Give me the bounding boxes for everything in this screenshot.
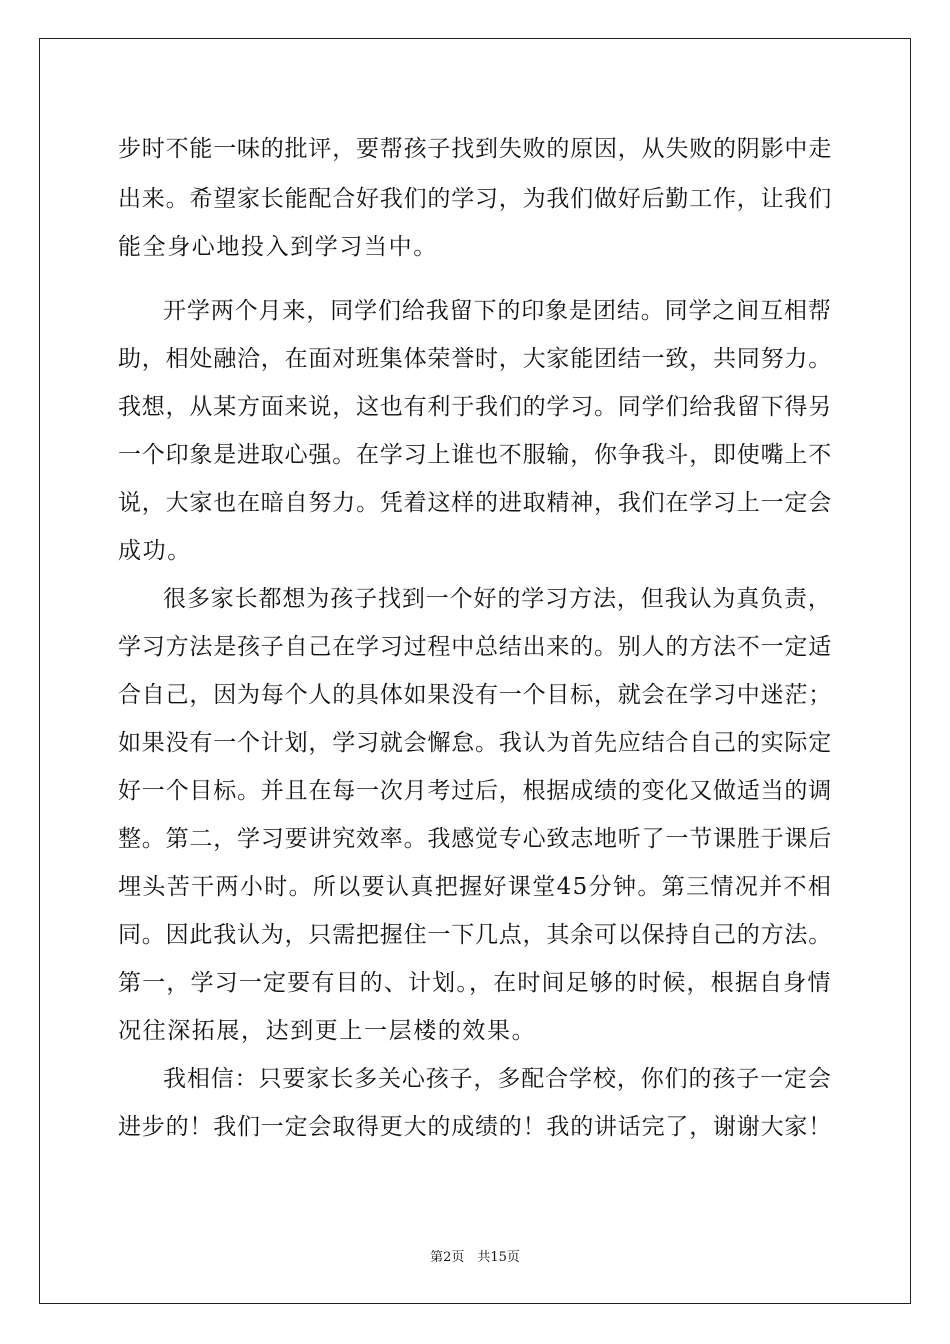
- text-line: 同。因此我认为，只需把握住一下几点，其余可以保持自己的方法。: [118, 922, 832, 948]
- text-line: 进步的！我们一定会取得更大的成绩的！我的讲话完了，谢谢大家！: [118, 1114, 832, 1140]
- paragraph-first-line: 很多家长都想为孩子找到一个好的学习方法，但我认为真负责，: [163, 586, 832, 612]
- text-line: 出来。希望家长能配合好我们的学习，为我们做好后勤工作，让我们: [118, 186, 832, 212]
- paragraph-first-line: 我相信：只要家长多关心孩子，多配合学校，你们的孩子一定会: [163, 1066, 832, 1092]
- text-line: 步时不能一味的批评，要帮孩子找到失败的原因，从失败的阴影中走: [118, 136, 832, 162]
- paragraph-first-line: 开学两个月来，同学们给我留下的印象是团结。同学之间互相帮: [163, 298, 832, 324]
- page-number-footer: 第2页 共15页: [430, 1250, 520, 1265]
- text-line: 况往深拓展，达到更上一层楼的效果。: [118, 1018, 537, 1044]
- text-line: 一个印象是进取心强。在学习上谁也不服输，你争我斗，即使嘴上不: [118, 442, 832, 468]
- text-line: 第一，学习一定要有目的、计划。，在时间足够的时候，根据自身情: [118, 970, 832, 996]
- text-line: 助，相处融洽，在面对班集体荣誉时，大家能团结一致，共同努力。: [118, 346, 832, 372]
- text-line: 能全身心地投入到学习当中。: [118, 234, 438, 260]
- text-line: 埋头苦干两小时。所以要认真把握好课堂45分钟。第三情况并不相: [118, 874, 833, 900]
- text-line: 说，大家也在暗自努力。凭着这样的进取精神，我们在学习上一定会: [118, 490, 832, 516]
- text-line: 学习方法是孩子自己在学习过程中总结出来的。别人的方法不一定适: [118, 634, 832, 660]
- text-line: 成功。: [118, 538, 192, 564]
- text-line: 如果没有一个计划，学习就会懈怠。我认为首先应结合自己的实际定: [118, 730, 832, 756]
- text-line: 整。第二，学习要讲究效率。我感觉专心致志地听了一节课胜于课后: [118, 826, 832, 852]
- text-line: 好一个目标。并且在每一次月考过后，根据成绩的变化又做适当的调: [118, 778, 832, 804]
- text-line: 合自己，因为每个人的具体如果没有一个目标，就会在学习中迷茫；: [118, 682, 832, 708]
- text-line: 我想，从某方面来说，这也有利于我们的学习。同学们给我留下得另: [118, 394, 832, 420]
